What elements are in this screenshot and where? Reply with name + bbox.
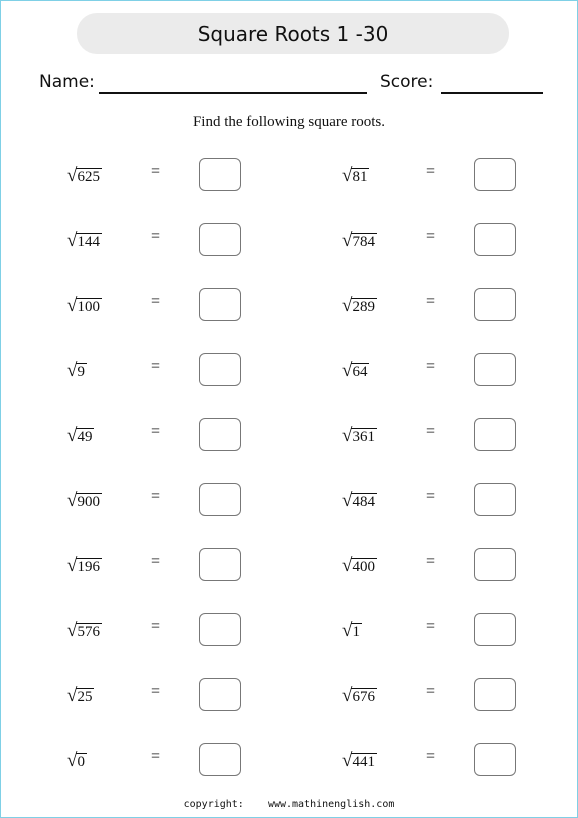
radicand: 400 <box>352 559 375 575</box>
radical-sign-icon: √ <box>342 750 353 771</box>
problem-item <box>342 206 578 271</box>
square-root-expression <box>342 293 377 315</box>
answer-box[interactable] <box>474 223 516 256</box>
score-field[interactable] <box>441 92 543 94</box>
problem-row <box>1 206 577 271</box>
equals-sign: = <box>426 683 436 700</box>
radicand: 144 <box>77 234 100 250</box>
problem-row <box>1 141 577 206</box>
problem-item <box>67 661 327 726</box>
problem-item <box>342 271 578 336</box>
radical-sign-icon: √ <box>67 165 78 186</box>
radical-sign-icon: √ <box>342 685 353 706</box>
radical-sign-icon: √ <box>67 490 78 511</box>
radicand: 625 <box>77 169 100 185</box>
equals-sign: = <box>151 488 161 505</box>
square-root-expression <box>342 423 377 445</box>
problem-item <box>342 466 578 531</box>
problem-item <box>67 401 327 466</box>
radicand: 196 <box>77 559 100 575</box>
problem-grid <box>1 141 577 791</box>
answer-box[interactable] <box>474 743 516 776</box>
square-root-expression <box>67 163 102 185</box>
square-root-expression <box>67 683 94 705</box>
answer-box[interactable] <box>199 483 241 516</box>
square-root-expression <box>342 618 362 640</box>
square-root-expression <box>67 748 87 770</box>
radical-sign-icon: √ <box>67 295 78 316</box>
radicand: 900 <box>77 494 100 510</box>
answer-box[interactable] <box>474 613 516 646</box>
square-root-expression <box>67 553 102 575</box>
problem-item <box>67 726 327 791</box>
radical-sign-icon: √ <box>67 685 78 706</box>
square-root-expression <box>67 293 102 315</box>
radical-sign-icon: √ <box>67 230 78 251</box>
radicand: 576 <box>77 624 100 640</box>
answer-box[interactable] <box>474 548 516 581</box>
problem-item <box>67 141 327 206</box>
radical-sign-icon: √ <box>342 295 353 316</box>
radicand: 676 <box>352 689 375 705</box>
radicand: 9 <box>77 364 85 380</box>
equals-sign: = <box>426 228 436 245</box>
problem-row <box>1 661 577 726</box>
radicand: 81 <box>352 169 368 185</box>
equals-sign: = <box>151 683 161 700</box>
website-text: www.mathinenglish.com <box>267 799 395 810</box>
radicand: 0 <box>77 754 85 770</box>
answer-box[interactable] <box>474 418 516 451</box>
radicand: 64 <box>352 364 368 380</box>
name-label: Name: <box>39 72 95 92</box>
radicand: 784 <box>352 234 375 250</box>
problem-row <box>1 271 577 336</box>
problem-item <box>67 466 327 531</box>
answer-box[interactable] <box>474 483 516 516</box>
equals-sign: = <box>151 358 161 375</box>
radicand: 100 <box>77 299 100 315</box>
radicand: 361 <box>352 429 375 445</box>
radical-sign-icon: √ <box>67 620 78 641</box>
square-root-expression <box>342 553 377 575</box>
equals-sign: = <box>151 163 161 180</box>
square-root-expression <box>342 358 369 380</box>
score-label: Score: <box>380 72 434 92</box>
problem-item <box>67 596 327 661</box>
equals-sign: = <box>151 553 161 570</box>
problem-item <box>342 336 578 401</box>
answer-box[interactable] <box>199 418 241 451</box>
problem-row <box>1 726 577 791</box>
copyright-label: copyright: <box>183 799 244 810</box>
radicand: 1 <box>352 624 360 640</box>
equals-sign: = <box>151 748 161 765</box>
radical-sign-icon: √ <box>342 425 353 446</box>
equals-sign: = <box>426 748 436 765</box>
answer-box[interactable] <box>474 158 516 191</box>
equals-sign: = <box>426 358 436 375</box>
square-root-expression <box>342 488 377 510</box>
radical-sign-icon: √ <box>342 360 353 381</box>
square-root-expression <box>342 163 369 185</box>
square-root-expression <box>67 423 94 445</box>
square-root-expression <box>342 228 377 250</box>
problem-item <box>342 596 578 661</box>
problem-row <box>1 336 577 401</box>
problem-item <box>342 141 578 206</box>
footer <box>1 799 577 810</box>
answer-box[interactable] <box>199 353 241 386</box>
answer-box[interactable] <box>199 613 241 646</box>
square-root-expression <box>67 358 87 380</box>
radical-sign-icon: √ <box>67 425 78 446</box>
equals-sign: = <box>151 618 161 635</box>
answer-box[interactable] <box>199 548 241 581</box>
problem-item <box>342 401 578 466</box>
problem-item <box>342 531 578 596</box>
radical-sign-icon: √ <box>342 620 353 641</box>
problem-item <box>67 531 327 596</box>
equals-sign: = <box>151 228 161 245</box>
equals-sign: = <box>426 488 436 505</box>
equals-sign: = <box>151 423 161 440</box>
radical-sign-icon: √ <box>67 750 78 771</box>
answer-box[interactable] <box>199 678 241 711</box>
square-root-expression <box>67 618 102 640</box>
problem-item <box>67 206 327 271</box>
answer-box[interactable] <box>199 223 241 256</box>
problem-row <box>1 531 577 596</box>
radical-sign-icon: √ <box>342 165 353 186</box>
answer-box[interactable] <box>474 678 516 711</box>
radical-sign-icon: √ <box>67 555 78 576</box>
problem-item <box>342 726 578 791</box>
square-root-expression <box>342 683 377 705</box>
answer-box[interactable] <box>474 288 516 321</box>
problem-item <box>67 336 327 401</box>
equals-sign: = <box>426 553 436 570</box>
radicand: 289 <box>352 299 375 315</box>
radical-sign-icon: √ <box>342 555 353 576</box>
equals-sign: = <box>426 293 436 310</box>
radicand: 441 <box>352 754 375 770</box>
answer-box[interactable] <box>199 288 241 321</box>
square-root-expression <box>67 488 102 510</box>
square-root-expression <box>342 748 377 770</box>
problem-row <box>1 596 577 661</box>
equals-sign: = <box>426 163 436 180</box>
equals-sign: = <box>151 293 161 310</box>
radicand: 25 <box>77 689 93 705</box>
worksheet-title: Square Roots 1 -30 <box>197 21 389 46</box>
answer-box[interactable] <box>199 158 241 191</box>
problem-row <box>1 466 577 531</box>
answer-box[interactable] <box>474 353 516 386</box>
equals-sign: = <box>426 618 436 635</box>
radicand: 484 <box>352 494 375 510</box>
instruction-text: Find the following square roots. <box>192 114 386 130</box>
radical-sign-icon: √ <box>342 490 353 511</box>
radicand: 49 <box>77 429 93 445</box>
answer-box[interactable] <box>199 743 241 776</box>
problem-item <box>67 271 327 336</box>
problem-item <box>342 661 578 726</box>
problem-row <box>1 401 577 466</box>
name-score-line <box>39 71 544 97</box>
title-banner <box>77 13 509 54</box>
equals-sign: = <box>426 423 436 440</box>
square-root-expression <box>67 228 102 250</box>
name-field[interactable] <box>99 92 367 94</box>
radical-sign-icon: √ <box>67 360 78 381</box>
radical-sign-icon: √ <box>342 230 353 251</box>
